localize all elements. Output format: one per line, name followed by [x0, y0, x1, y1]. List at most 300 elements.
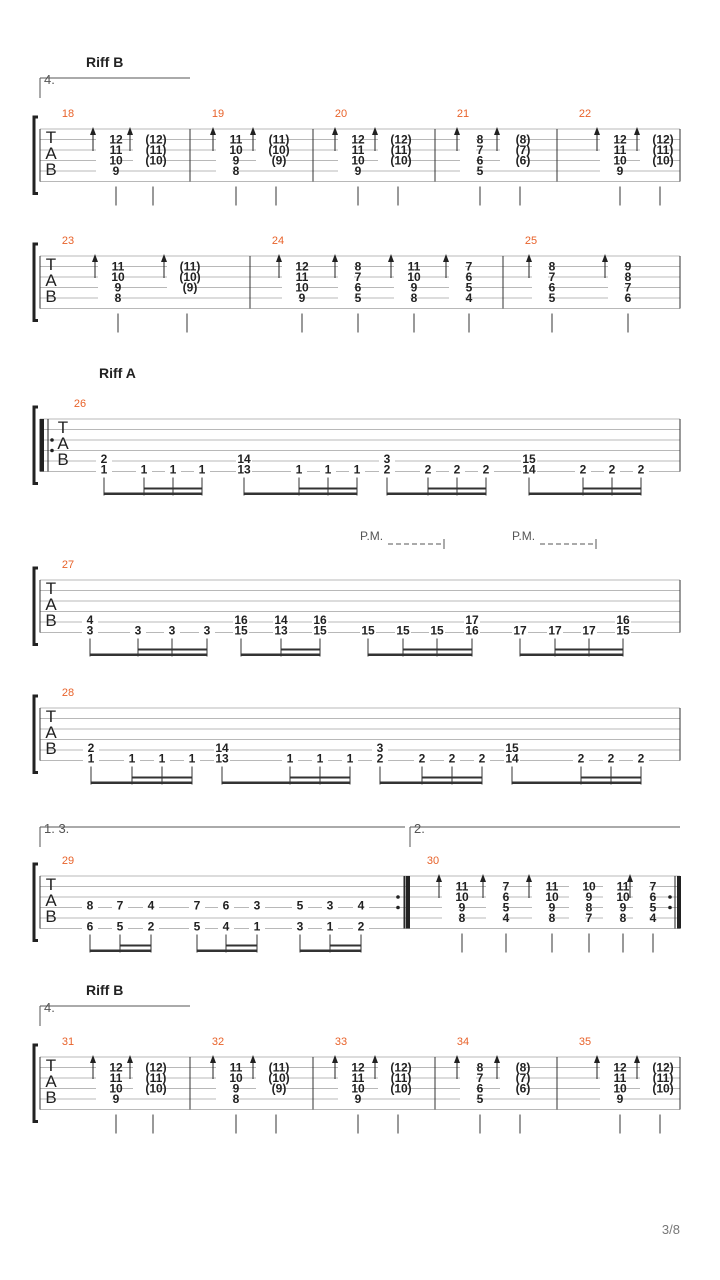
beam	[380, 782, 482, 785]
fret-number: 2	[100, 452, 108, 466]
fret-number: 3	[203, 623, 211, 638]
fret-number: 13	[237, 462, 251, 477]
fret-number: 6	[222, 898, 230, 913]
fret-number: 6	[465, 270, 473, 284]
tab-system	[34, 696, 680, 785]
fret-bg	[460, 156, 476, 166]
fret-number: 12	[109, 132, 123, 147]
fret-bg	[486, 892, 502, 902]
bend-arrow-icon	[276, 254, 282, 262]
fret-number: (12)	[390, 132, 412, 147]
fret-number: 4	[357, 898, 365, 913]
fret-number: 12	[295, 259, 309, 274]
measure-number: 33	[334, 1036, 348, 1048]
fret-number: 11	[295, 270, 309, 284]
tab-clef-a: A	[45, 723, 57, 742]
fret-number: 11	[407, 259, 421, 274]
bend-arrow-icon	[494, 127, 500, 135]
bend-arrow-icon	[127, 1055, 133, 1063]
fret-number: 8	[86, 898, 94, 913]
fret-number: 5	[476, 1092, 484, 1106]
fret-number: 15	[361, 623, 375, 638]
palm-mute-label: P.M.	[360, 529, 384, 543]
fret-bg	[96, 1094, 112, 1104]
tab-system	[34, 407, 680, 496]
fret-bg	[449, 272, 465, 282]
fret-number: 10	[545, 890, 559, 904]
fret-number: 7	[476, 1071, 484, 1085]
system-brace	[34, 864, 38, 941]
fret-number: (9)	[271, 153, 287, 168]
fret-number: (11)	[268, 132, 290, 147]
bend-arrow-icon	[594, 1055, 600, 1063]
fret-bg	[216, 166, 232, 176]
fret-bg	[486, 913, 502, 923]
fret-bg	[460, 1073, 476, 1083]
tab-clef-a: A	[45, 595, 57, 614]
fret-number: 9	[619, 900, 627, 915]
fret-number: 15	[396, 623, 410, 638]
fret-bg	[394, 293, 410, 303]
fret-number: 4	[502, 911, 510, 925]
fret-bg	[633, 903, 649, 913]
fret-number: 10	[111, 270, 125, 284]
bend-arrow-icon	[594, 127, 600, 135]
section-label: Riff A	[99, 365, 136, 381]
fret-number: 10	[229, 1071, 243, 1085]
fret-number: 8	[585, 900, 593, 915]
tab-clef-b: B	[45, 739, 57, 758]
fret-number: 8	[232, 164, 240, 178]
system-brace	[34, 568, 38, 645]
fret-number: 8	[476, 132, 484, 147]
fret-bg	[282, 293, 298, 303]
beam	[90, 950, 151, 953]
bend-arrow-icon	[494, 1055, 500, 1063]
fret-number: 9	[232, 153, 240, 168]
fret-number: 3	[134, 623, 142, 638]
bend-arrow-icon	[90, 1055, 96, 1063]
fret-number: (11)	[652, 1071, 674, 1085]
fret-number: 17	[513, 623, 527, 638]
fret-number: 9	[458, 900, 466, 915]
fret-number: (9)	[271, 1081, 287, 1096]
fret-number: 9	[624, 259, 632, 274]
measure-number: 34	[456, 1036, 470, 1048]
fret-number: 13	[274, 623, 288, 638]
fret-number: (10)	[268, 143, 290, 157]
fret-bg	[603, 913, 619, 923]
beam	[512, 782, 641, 785]
fret-number: 5	[548, 291, 556, 305]
fret-number: (11)	[145, 1071, 167, 1085]
fret-number: 9	[585, 890, 593, 904]
fret-bg	[449, 283, 465, 293]
fret-number: 8	[354, 259, 362, 274]
fret-number: 10	[229, 143, 243, 157]
beam	[387, 493, 486, 496]
fret-number: 3	[253, 898, 261, 913]
fret-number: 7	[354, 270, 362, 284]
fret-number: (11)	[652, 143, 674, 157]
fret-number: 3	[296, 919, 304, 934]
beam	[241, 654, 320, 657]
repeat-dot	[50, 449, 54, 453]
volta-label: 2.	[414, 821, 425, 836]
tab-clef-t: T	[45, 255, 57, 274]
beam	[529, 493, 641, 496]
fret-number: (12)	[145, 132, 167, 147]
fret-number: 5	[502, 900, 510, 915]
fret-number: 10	[351, 153, 365, 168]
system-brace	[34, 1045, 38, 1122]
fret-number: 15	[522, 452, 536, 466]
fret-number: 8	[619, 911, 627, 925]
fret-bg	[216, 1084, 232, 1094]
bend-arrow-icon	[332, 1055, 338, 1063]
fret-number: (12)	[390, 1060, 412, 1075]
fret-number: 2	[418, 751, 426, 766]
fret-number: 1	[353, 462, 361, 477]
bend-arrow-icon	[436, 874, 442, 882]
fret-number: (11)	[390, 1071, 412, 1085]
fret-number: 9	[232, 1081, 240, 1096]
fret-number: (8)	[515, 1060, 531, 1075]
fret-number: 15	[313, 623, 327, 638]
tab-clef-t: T	[45, 875, 57, 894]
fret-number: 10	[295, 280, 309, 295]
fret-number: 1	[140, 462, 148, 477]
fret-number: 12	[613, 132, 627, 147]
bend-arrow-icon	[388, 254, 394, 262]
repeat-dot	[668, 906, 672, 910]
beam	[422, 777, 482, 779]
fret-bg	[460, 1084, 476, 1094]
fret-number: 2	[579, 462, 587, 477]
fret-number: 7	[649, 879, 657, 894]
measure-number: 22	[578, 108, 592, 120]
beam	[520, 654, 623, 657]
fret-bg	[96, 166, 112, 176]
bend-arrow-icon	[480, 874, 486, 882]
fret-number: 7	[193, 898, 201, 913]
fret-number: 9	[616, 1092, 624, 1106]
fret-number: 11	[455, 879, 469, 894]
fret-number: 6	[548, 280, 556, 295]
bend-arrow-icon	[332, 127, 338, 135]
fret-number: 6	[354, 280, 362, 295]
tab-clef-t: T	[45, 707, 57, 726]
fret-bg	[633, 913, 649, 923]
tab-clef-b: B	[45, 907, 57, 926]
beam	[222, 782, 350, 785]
fret-number: 8	[548, 911, 556, 925]
repeat-dot	[396, 906, 400, 910]
fret-number: (11)	[179, 259, 201, 274]
fret-number: 11	[613, 1071, 627, 1085]
fret-number: 6	[649, 890, 657, 904]
repeat-dot	[668, 895, 672, 899]
fret-number: 1	[326, 919, 334, 934]
beam	[290, 777, 350, 779]
measure-number: 35	[578, 1036, 592, 1048]
fret-number: 10	[616, 890, 630, 904]
volta-label: 1. 3.	[44, 821, 70, 836]
fret-number: (6)	[515, 1081, 531, 1096]
fret-number: 11	[111, 259, 125, 274]
fret-number: 16	[465, 623, 479, 638]
fret-number: 8	[114, 291, 122, 305]
fret-number: 7	[585, 911, 593, 925]
measure-number: 26	[73, 398, 87, 410]
fret-number: 6	[502, 890, 510, 904]
fret-number: 6	[624, 291, 632, 305]
fret-number: 12	[351, 1060, 365, 1075]
fret-bg	[442, 903, 458, 913]
fret-number: 7	[502, 879, 510, 894]
repeat-dot	[50, 438, 54, 442]
tab-clef-t: T	[45, 1056, 57, 1075]
fret-number: (10)	[652, 153, 674, 168]
bend-arrow-icon	[634, 127, 640, 135]
fret-number: 7	[548, 270, 556, 284]
tab-clef-b: B	[45, 160, 57, 179]
measure-number: 23	[61, 235, 75, 247]
fret-number: 9	[354, 1092, 362, 1106]
fret-number: 11	[229, 1060, 243, 1075]
bend-arrow-icon	[161, 254, 167, 262]
repeat-end-barline	[406, 876, 410, 929]
fret-number: 2	[607, 751, 615, 766]
fret-number: 13	[215, 751, 229, 766]
measure-number: 25	[524, 235, 538, 247]
fret-number: (7)	[515, 1071, 531, 1085]
fret-number: 1	[87, 751, 95, 766]
fret-number: (11)	[268, 1060, 290, 1075]
fret-number: 11	[109, 1071, 123, 1085]
fret-number: 7	[116, 898, 124, 913]
fret-number: 14	[237, 452, 251, 466]
fret-bg	[394, 283, 410, 293]
fret-number: 17	[582, 623, 596, 638]
fret-number: 11	[616, 879, 630, 894]
fret-number: 7	[476, 143, 484, 157]
tab-clef-t: T	[57, 418, 69, 437]
fret-number: (6)	[515, 153, 531, 168]
fret-number: 1	[158, 751, 166, 766]
fret-number: 1	[253, 919, 261, 934]
beam	[144, 488, 202, 490]
fret-bg	[600, 1094, 616, 1104]
bend-arrow-icon	[92, 254, 98, 262]
fret-bg	[486, 882, 502, 892]
fret-number: (12)	[652, 1060, 674, 1075]
fret-number: 5	[354, 291, 362, 305]
fret-number: 3	[383, 452, 391, 466]
fret-number: 1	[198, 462, 206, 477]
fret-number: 2	[87, 741, 95, 755]
fret-number: 10	[351, 1081, 365, 1096]
measure-number: 28	[61, 687, 75, 699]
fret-number: 11	[613, 143, 627, 157]
fret-number: 2	[376, 751, 384, 766]
system-brace	[34, 696, 38, 773]
bend-arrow-icon	[90, 127, 96, 135]
fret-number: 3	[326, 898, 334, 913]
beam	[226, 945, 257, 947]
system-brace	[34, 407, 38, 484]
measure-number: 19	[211, 108, 225, 120]
beam	[132, 777, 192, 779]
fret-number: 12	[109, 1060, 123, 1075]
fret-bg	[633, 892, 649, 902]
fret-number: 3	[168, 623, 176, 638]
fret-bg	[633, 882, 649, 892]
fret-number: 6	[476, 153, 484, 168]
fret-number: 1	[286, 751, 294, 766]
measure-number: 29	[61, 855, 75, 867]
fret-number: 5	[465, 280, 473, 295]
fret-number: 11	[109, 143, 123, 157]
fret-bg	[532, 283, 548, 293]
fret-number: 6	[86, 919, 94, 934]
fret-bg	[532, 262, 548, 272]
fret-number: 2	[637, 462, 645, 477]
fret-number: 9	[112, 1092, 120, 1106]
fret-number: 5	[193, 919, 201, 934]
fret-bg	[532, 903, 548, 913]
fret-number: 15	[505, 741, 519, 755]
fret-number: 8	[624, 270, 632, 284]
fret-number: 8	[458, 911, 466, 925]
fret-number: 9	[112, 164, 120, 178]
fret-bg	[216, 156, 232, 166]
fret-number: 5	[116, 919, 124, 934]
measure-number: 32	[211, 1036, 225, 1048]
fret-number: 5	[296, 898, 304, 913]
fret-number: 11	[351, 1071, 365, 1085]
fret-number: (11)	[390, 143, 412, 157]
fret-bg	[338, 166, 354, 176]
beam	[403, 649, 472, 651]
fret-number: 3	[86, 623, 94, 638]
tab-clef-a: A	[45, 1072, 57, 1091]
fret-number: 16	[234, 613, 248, 627]
fret-number: 9	[114, 280, 122, 295]
fret-bg	[532, 272, 548, 282]
fret-number: 2	[453, 462, 461, 477]
fret-number: 1	[100, 462, 108, 477]
fret-number: 11	[229, 132, 243, 147]
fret-bg	[569, 903, 585, 913]
fret-number: 11	[351, 143, 365, 157]
fret-number: 1	[316, 751, 324, 766]
fret-number: (10)	[652, 1081, 674, 1096]
tab-clef-b: B	[45, 1088, 57, 1107]
measure-number: 20	[334, 108, 348, 120]
bend-arrow-icon	[454, 1055, 460, 1063]
fret-number: 9	[616, 164, 624, 178]
beam	[138, 649, 207, 651]
fret-bg	[600, 166, 616, 176]
beam	[299, 488, 357, 490]
fret-number: 1	[324, 462, 332, 477]
beam	[244, 493, 357, 496]
measure-number: 24	[271, 235, 285, 247]
fret-number: 10	[407, 270, 421, 284]
fret-number: 12	[351, 132, 365, 147]
fret-number: 2	[383, 462, 391, 477]
tab-clef-b: B	[45, 287, 57, 306]
fret-bg	[338, 272, 354, 282]
fret-number: 10	[613, 153, 627, 168]
fret-number: (12)	[652, 132, 674, 147]
fret-number: (11)	[145, 143, 167, 157]
beam	[368, 654, 472, 657]
fret-number: 4	[465, 291, 473, 305]
fret-number: 2	[478, 751, 486, 766]
fret-number: 10	[455, 890, 469, 904]
fret-number: 1	[169, 462, 177, 477]
fret-bg	[608, 283, 624, 293]
fret-bg	[442, 913, 458, 923]
fret-number: 5	[476, 164, 484, 178]
measure-number: 21	[456, 108, 470, 120]
beam	[330, 945, 361, 947]
fret-bg	[608, 293, 624, 303]
beam	[90, 654, 207, 657]
fret-bg	[460, 1094, 476, 1104]
fret-bg	[460, 145, 476, 155]
fret-bg	[603, 903, 619, 913]
fret-bg	[449, 293, 465, 303]
repeat-dot	[396, 895, 400, 899]
fret-number: 2	[448, 751, 456, 766]
fret-number: 9	[548, 900, 556, 915]
beam	[300, 950, 361, 953]
fret-number: 1	[188, 751, 196, 766]
fret-bg	[608, 272, 624, 282]
beam	[120, 945, 151, 947]
fret-number: 2	[577, 751, 585, 766]
bend-arrow-icon	[443, 254, 449, 262]
fret-number: 3	[376, 741, 384, 755]
bend-arrow-icon	[526, 254, 532, 262]
page-number: 3/8	[661, 1222, 680, 1237]
fret-number: (12)	[145, 1060, 167, 1075]
fret-number: 14	[215, 741, 229, 755]
tab-clef-a: A	[45, 891, 57, 910]
fret-number: 15	[234, 623, 248, 638]
fret-number: 15	[616, 623, 630, 638]
fret-number: 4	[86, 613, 94, 627]
fret-number: 4	[649, 911, 657, 925]
measure-number: 31	[61, 1036, 75, 1048]
fret-number: 1	[346, 751, 354, 766]
tab-clef-a: A	[45, 271, 57, 290]
fret-number: 9	[354, 164, 362, 178]
volta-label: 4.	[44, 1000, 55, 1015]
fret-number: 14	[274, 613, 288, 627]
bend-arrow-icon	[372, 127, 378, 135]
fret-number: 10	[613, 1081, 627, 1096]
fret-number: 17	[465, 613, 479, 627]
fret-number: 14	[522, 462, 536, 477]
fret-number: 14	[505, 751, 519, 766]
fret-bg	[338, 283, 354, 293]
fret-number: (10)	[390, 1081, 412, 1096]
measure-number: 18	[61, 108, 75, 120]
